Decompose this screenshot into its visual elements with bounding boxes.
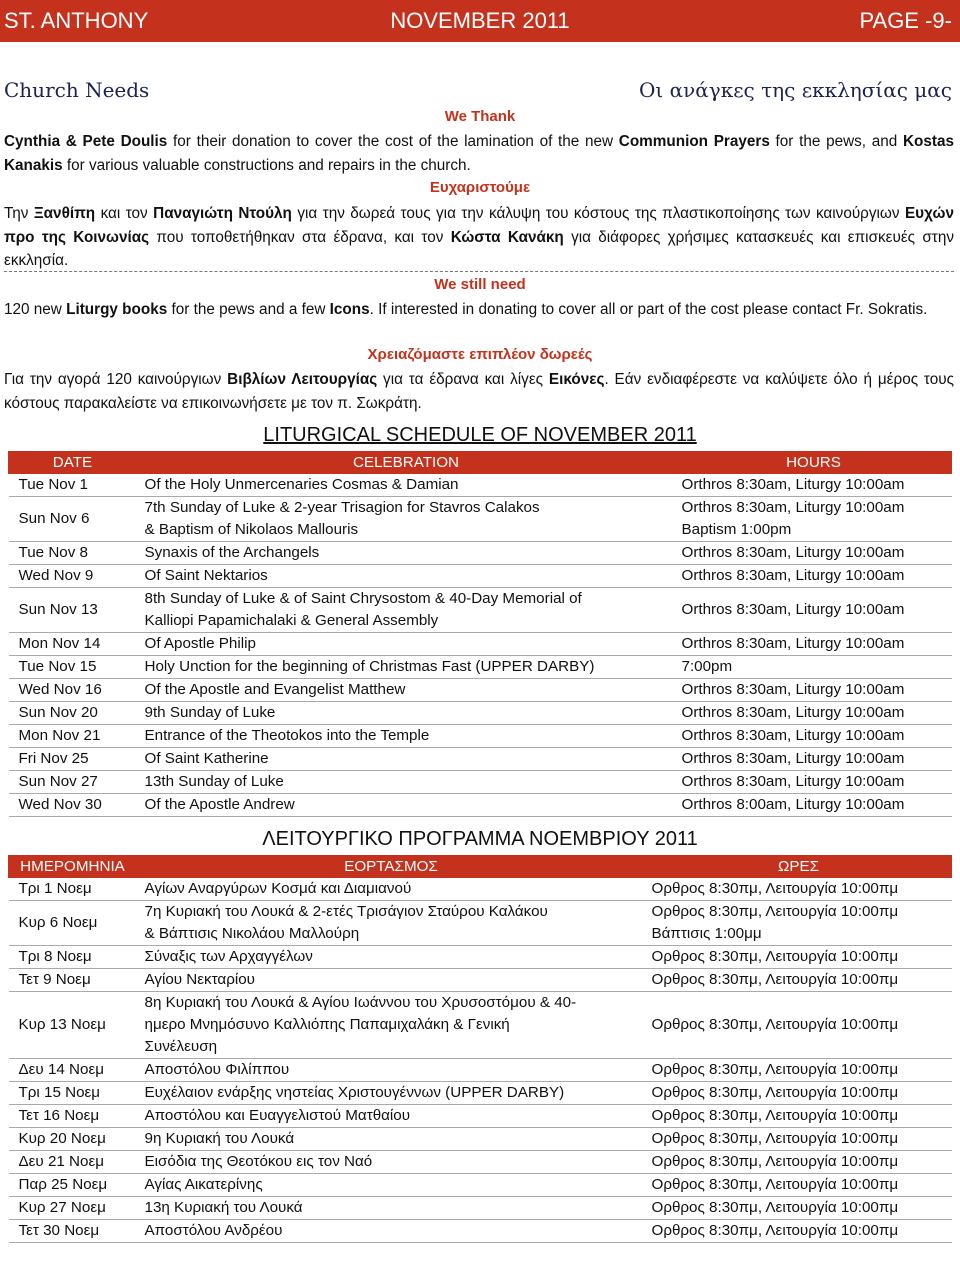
hours-cell: Ορθρος 8:30πμ, Λειτουργία 10:00πμ [646, 1197, 952, 1220]
date-cell: Κυρ 27 Νοεμ [9, 1197, 137, 1220]
schedule-row [9, 542, 952, 565]
schedule-row [9, 1151, 952, 1174]
celebration-cell: Holy Unction for the beginning of Christmas Fast (UPPER DARBY) [137, 656, 676, 679]
schedule-row [9, 1082, 952, 1105]
hours-cell: Orthros 8:30am, Liturgy 10:00am [676, 679, 952, 702]
celebration-cell: 7η Κυριακή του Λουκά & 2-ετές Τρισάγιον Σταύρου Καλάκου & Βάπτισις Νικολάου Μαλλούρη [137, 901, 646, 946]
celebration-cell: 9η Κυριακή του Λουκά [137, 1128, 646, 1151]
date-cell: Wed Nov 9 [9, 565, 137, 588]
schedule-row [9, 679, 952, 702]
date-cell: Tue Nov 8 [9, 542, 137, 565]
celebration-cell: Εισόδια της Θεοτόκου εις τον Ναό [137, 1151, 646, 1174]
date-cell: Wed Nov 16 [9, 679, 137, 702]
page-header [0, 0, 960, 42]
date-cell: Κυρ 6 Νοεμ [9, 901, 137, 946]
schedule-row [9, 748, 952, 771]
celebration-cell: Of the Apostle Andrew [137, 794, 676, 817]
date-cell: Wed Nov 30 [9, 794, 137, 817]
we-thank-heading: We Thank [444, 108, 516, 125]
liturgical-schedule-table [8, 451, 952, 817]
schedule-row [9, 992, 952, 1059]
thank-paragraph-greek: Την Ξανθίπη και τον Παναγιώτη Ντούλη για την δωρεά τους για την κάλυψη του κόστους της πλαστικοποίησης των καινούργιων Ευχών προ της Κοινωνίας που τοποθετήθηκαν στα έδρανα, και τον Κώστα Κανάκη για διάφορες χρήσιμες κατασκευές και επισκευές στην εκκλησία. [4, 205, 954, 269]
celebration-cell: Synaxis of the Archangels [137, 542, 676, 565]
hours-cell: Orthros 8:30am, Liturgy 10:00am [676, 748, 952, 771]
schedule-row [9, 771, 952, 794]
date-cell: Sun Nov 6 [9, 497, 137, 542]
schedule-row [9, 1059, 952, 1082]
schedule-row [9, 1197, 952, 1220]
schedule-row [9, 656, 952, 679]
hours-cell: Orthros 8:30am, Liturgy 10:00am [676, 474, 952, 497]
schedule-row [9, 1105, 952, 1128]
date-cell: Παρ 25 Νοεμ [9, 1174, 137, 1197]
schedule-row [9, 946, 952, 969]
hours-cell: Orthros 8:00am, Liturgy 10:00am [676, 794, 952, 817]
celebration-cell: Αποστόλου και Ευαγγελιστού Ματθαίου [137, 1105, 646, 1128]
liturgical-schedule-table-greek [8, 855, 952, 1243]
date-cell: Τρι 15 Νοεμ [9, 1082, 137, 1105]
column-header-celebration: CELEBRATION [137, 452, 676, 474]
celebration-cell: Σύναξις των Αρχαγγέλων [137, 946, 646, 969]
hours-cell: Ορθρος 8:30πμ, Λειτουργία 10:00πμ Βάπτισις 1:00μμ [646, 901, 952, 946]
date-cell: Δευ 14 Νοεμ [9, 1059, 137, 1082]
celebration-cell: 13η Κυριακή του Λουκά [137, 1197, 646, 1220]
celebration-cell: Of the Holy Unmercenaries Cosmas & Damian [137, 474, 676, 497]
celebration-cell: Entrance of the Theotokos into the Temple [137, 725, 676, 748]
header-month: NOVEMBER 2011 [390, 8, 570, 33]
schedule-row [9, 565, 952, 588]
date-cell: Fri Nov 25 [9, 748, 137, 771]
date-cell: Κυρ 13 Νοεμ [9, 992, 137, 1059]
celebration-cell: Αποστόλου Φιλίππου [137, 1059, 646, 1082]
hours-cell: Ορθρος 8:30πμ, Λειτουργία 10:00πμ [646, 969, 952, 992]
schedule-row [9, 725, 952, 748]
celebration-cell: 13th Sunday of Luke [137, 771, 676, 794]
church-needs-title: Church Needs [4, 78, 150, 102]
schedule-row [9, 878, 952, 901]
schedule-row [9, 901, 952, 946]
date-cell: Κυρ 20 Νοεμ [9, 1128, 137, 1151]
date-cell: Mon Nov 14 [9, 633, 137, 656]
still-need-heading: We still need [434, 276, 526, 293]
need-paragraph: 120 new Liturgy books for the pews and a few Icons. If interested in donating to cover all or part of the cost please contact Fr. Sokratis. [4, 301, 928, 318]
thank-heading-greek: Ευχαριστούμε [429, 179, 531, 196]
celebration-cell: 8th Sunday of Luke & of Saint Chrysostom & 40-Day Memorial of Kalliopi Papamichalaki & General Assembly [137, 588, 676, 633]
date-cell: Τετ 16 Νοεμ [9, 1105, 137, 1128]
section-divider [4, 271, 954, 272]
schedule-title: LITURGICAL SCHEDULE OF NOVEMBER 2011 [263, 424, 697, 446]
schedule-row [9, 633, 952, 656]
schedule-row [9, 702, 952, 725]
date-cell: Τετ 30 Νοεμ [9, 1220, 137, 1243]
hours-cell: Orthros 8:30am, Liturgy 10:00am [676, 771, 952, 794]
date-cell: Mon Nov 21 [9, 725, 137, 748]
schedule-row [9, 1220, 952, 1243]
celebration-cell: Of Apostle Philip [137, 633, 676, 656]
hours-cell: Ορθρος 8:30πμ, Λειτουργία 10:00πμ [646, 1128, 952, 1151]
hours-cell: Ορθρος 8:30πμ, Λειτουργία 10:00πμ [646, 992, 952, 1059]
schedule-row [9, 588, 952, 633]
date-cell: Τετ 9 Νοεμ [9, 969, 137, 992]
celebration-cell: Αποστόλου Ανδρέου [137, 1220, 646, 1243]
hours-cell: Orthros 8:30am, Liturgy 10:00am Baptism 1:00pm [676, 497, 952, 542]
celebration-cell: Of Saint Katherine [137, 748, 676, 771]
hours-cell: Ορθρος 8:30πμ, Λειτουργία 10:00πμ [646, 1105, 952, 1128]
hours-cell: Ορθρος 8:30πμ, Λειτουργία 10:00πμ [646, 1151, 952, 1174]
need-paragraph-greek: Για την αγορά 120 καινούργιων Βιβλίων Λειτουργίας για τα έδρανα και λίγες Εικόνες. Εάν ενδιαφέρεστε να καλύψετε όλο ή μέρος τους κόστους παρακαλείστε να επικοινωνήσετε με τον π. Σωκράτη. [4, 371, 955, 412]
date-cell: Sun Nov 20 [9, 702, 137, 725]
hours-cell: Orthros 8:30am, Liturgy 10:00am [676, 633, 952, 656]
header-parish: ST. ANTHONY [4, 8, 149, 33]
schedule-row [9, 474, 952, 497]
hours-cell: 7:00pm [676, 656, 952, 679]
celebration-cell: Of Saint Nektarios [137, 565, 676, 588]
date-cell: Sun Nov 27 [9, 771, 137, 794]
schedule-row [9, 794, 952, 817]
schedule-row [9, 1128, 952, 1151]
celebration-cell: Αγίου Νεκταρίου [137, 969, 646, 992]
celebration-cell: 7th Sunday of Luke & 2-year Trisagion for Stavros Calakos & Baptism of Nikolaos Mallouris [137, 497, 676, 542]
hours-cell: Ορθρος 8:30πμ, Λειτουργία 10:00πμ [646, 1082, 952, 1105]
date-cell: Tue Nov 1 [9, 474, 137, 497]
celebration-cell: Αγίας Αικατερίνης [137, 1174, 646, 1197]
column-header-celebration-greek: ΕΟΡΤΑΣΜΟΣ [137, 856, 646, 878]
celebration-cell: 9th Sunday of Luke [137, 702, 676, 725]
hours-cell: Ορθρος 8:30πμ, Λειτουργία 10:00πμ [646, 1174, 952, 1197]
header-page-number: PAGE -9- [859, 8, 952, 33]
hours-cell: Ορθρος 8:30πμ, Λειτουργία 10:00πμ [646, 1220, 952, 1243]
hours-cell: Ορθρος 8:30πμ, Λειτουργία 10:00πμ [646, 878, 952, 901]
hours-cell: Orthros 8:30am, Liturgy 10:00am [676, 588, 952, 633]
celebration-cell: Of the Apostle and Evangelist Matthew [137, 679, 676, 702]
celebration-cell: Αγίων Αναργύρων Κοσμά και Διαμιανού [137, 878, 646, 901]
celebration-cell: 8η Κυριακή του Λουκά & Αγίου Ιωάννου του Χρυσοστόμου & 40- ημερο Μνημόσυνο Καλλιόπης Παπαμιχαλάκη & Γενική Συνέλευση [137, 992, 646, 1059]
date-cell: Δευ 21 Νοεμ [9, 1151, 137, 1174]
schedule-row [9, 1174, 952, 1197]
schedule-row [9, 969, 952, 992]
date-cell: Τρι 1 Νοεμ [9, 878, 137, 901]
hours-cell: Orthros 8:30am, Liturgy 10:00am [676, 542, 952, 565]
hours-cell: Orthros 8:30am, Liturgy 10:00am [676, 725, 952, 748]
column-header-date-greek: ΗΜΕΡΟΜΗΝΙΑ [9, 856, 137, 878]
date-cell: Sun Nov 13 [9, 588, 137, 633]
celebration-cell: Ευχέλαιον ενάρξης νηστείας Χριστουγέννων (UPPER DARBY) [137, 1082, 646, 1105]
hours-cell: Orthros 8:30am, Liturgy 10:00am [676, 702, 952, 725]
date-cell: Tue Nov 15 [9, 656, 137, 679]
hours-cell: Ορθρος 8:30πμ, Λειτουργία 10:00πμ [646, 1059, 952, 1082]
column-header-date: DATE [9, 452, 137, 474]
still-need-heading-greek: Χρειαζόμαστε επιπλέον δωρεές [367, 346, 593, 363]
column-header-hours: HOURS [676, 452, 952, 474]
hours-cell: Ορθρος 8:30πμ, Λειτουργία 10:00πμ [646, 946, 952, 969]
hours-cell: Orthros 8:30am, Liturgy 10:00am [676, 565, 952, 588]
schedule-title-greek: ΛΕΙΤΟΥΡΓΙΚΟ ΠΡΟΓΡΑΜΜΑ ΝΟΕΜΒΡΙΟΥ 2011 [262, 828, 698, 850]
schedule-row [9, 497, 952, 542]
column-header-hours-greek: ΩΡΕΣ [646, 856, 952, 878]
thank-paragraph: Cynthia & Pete Doulis for their donation to cover the cost of the lamination of the new Communion Prayers for the pews, and Kostas Kanakis for various valuable constructions and repairs in the church. [4, 133, 954, 174]
church-needs-title-greek: Οι ανάγκες της εκκλησίας μας [638, 78, 952, 102]
date-cell: Τρι 8 Νοεμ [9, 946, 137, 969]
